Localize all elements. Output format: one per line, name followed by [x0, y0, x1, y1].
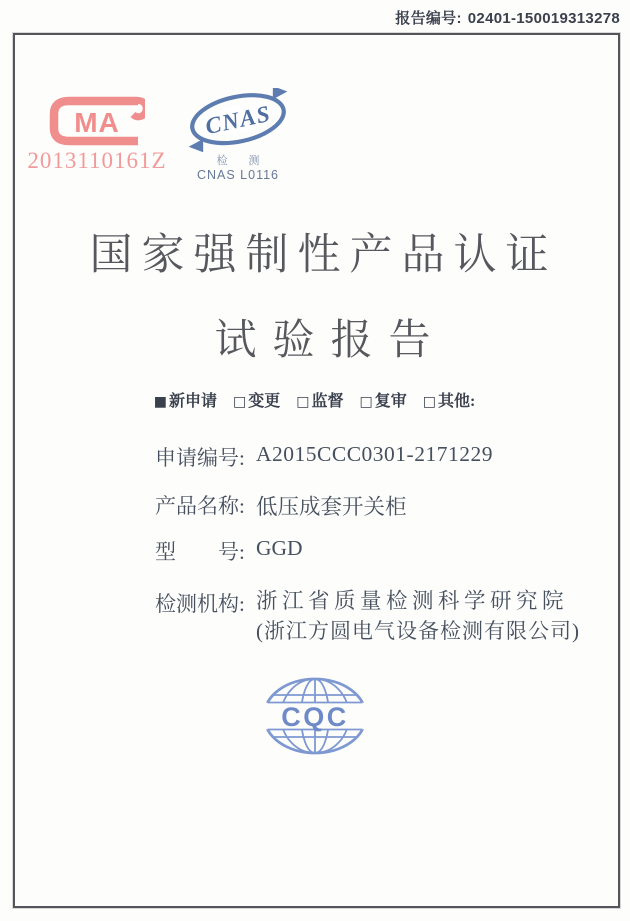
checkbox-label: 监督 [311, 393, 344, 410]
cma-certificate-number: 2013110161Z [27, 148, 167, 173]
checkbox-new-application [154, 393, 217, 410]
report-number [395, 7, 620, 28]
application-type-row [13, 388, 616, 411]
field-test-organization [155, 588, 580, 644]
field-value: A2015CCC0301-2171229 [256, 442, 493, 466]
field-value: 低压成套开关柜 [256, 495, 407, 519]
cnas-caption: 检 测 [216, 155, 269, 167]
field-label: 申请编号: [155, 446, 245, 470]
cma-logo-icon [49, 96, 145, 146]
field-model [155, 536, 303, 566]
checkbox-label: 变更 [248, 393, 281, 410]
field-label: 型 号: [155, 540, 245, 564]
checkbox-empty-icon: □ [296, 394, 310, 410]
cnas-logo-icon [184, 88, 292, 154]
field-value: 浙江省质量检测科学研究院 [256, 589, 569, 613]
field-product-name [155, 490, 407, 521]
field-value-line2: (浙江方圆电气设备检测有限公司) [256, 619, 580, 643]
checkbox-label: 其他: [437, 393, 476, 410]
checkbox-other [423, 393, 476, 410]
svg-text:CQC: CQC [281, 702, 349, 732]
report-number-value: 02401-150019313278 [467, 10, 620, 27]
checkbox-empty-icon: □ [422, 394, 436, 410]
cma-mark [26, 96, 168, 174]
cqc-logo-icon [261, 676, 369, 756]
checkbox-empty-icon: □ [232, 394, 247, 410]
checkbox-label: 新申请 [168, 393, 217, 410]
field-label: 产品名称: [155, 494, 245, 518]
svg-text:CNAS: CNAS [203, 100, 274, 141]
document-subtitle: 试验报告 [214, 318, 447, 364]
cnas-mark [183, 88, 293, 183]
checkbox-label: 复审 [374, 393, 407, 410]
checkbox-checked-icon: ■ [153, 394, 167, 410]
report-number-label: 报告编号: [395, 10, 462, 27]
checkbox-empty-icon: □ [359, 394, 373, 410]
field-value: GGD [256, 536, 303, 560]
checkbox-supervision [296, 393, 343, 410]
cnas-accreditation-number: CNAS L0116 [196, 168, 280, 182]
field-label: 检测机构: [155, 592, 245, 616]
cqc-mark [261, 676, 369, 756]
checkbox-change [233, 393, 280, 410]
field-application-number [155, 442, 493, 472]
svg-text:MA: MA [74, 107, 120, 138]
document-title: 国家强制性产品认证 [89, 232, 558, 279]
checkbox-review [359, 393, 406, 410]
